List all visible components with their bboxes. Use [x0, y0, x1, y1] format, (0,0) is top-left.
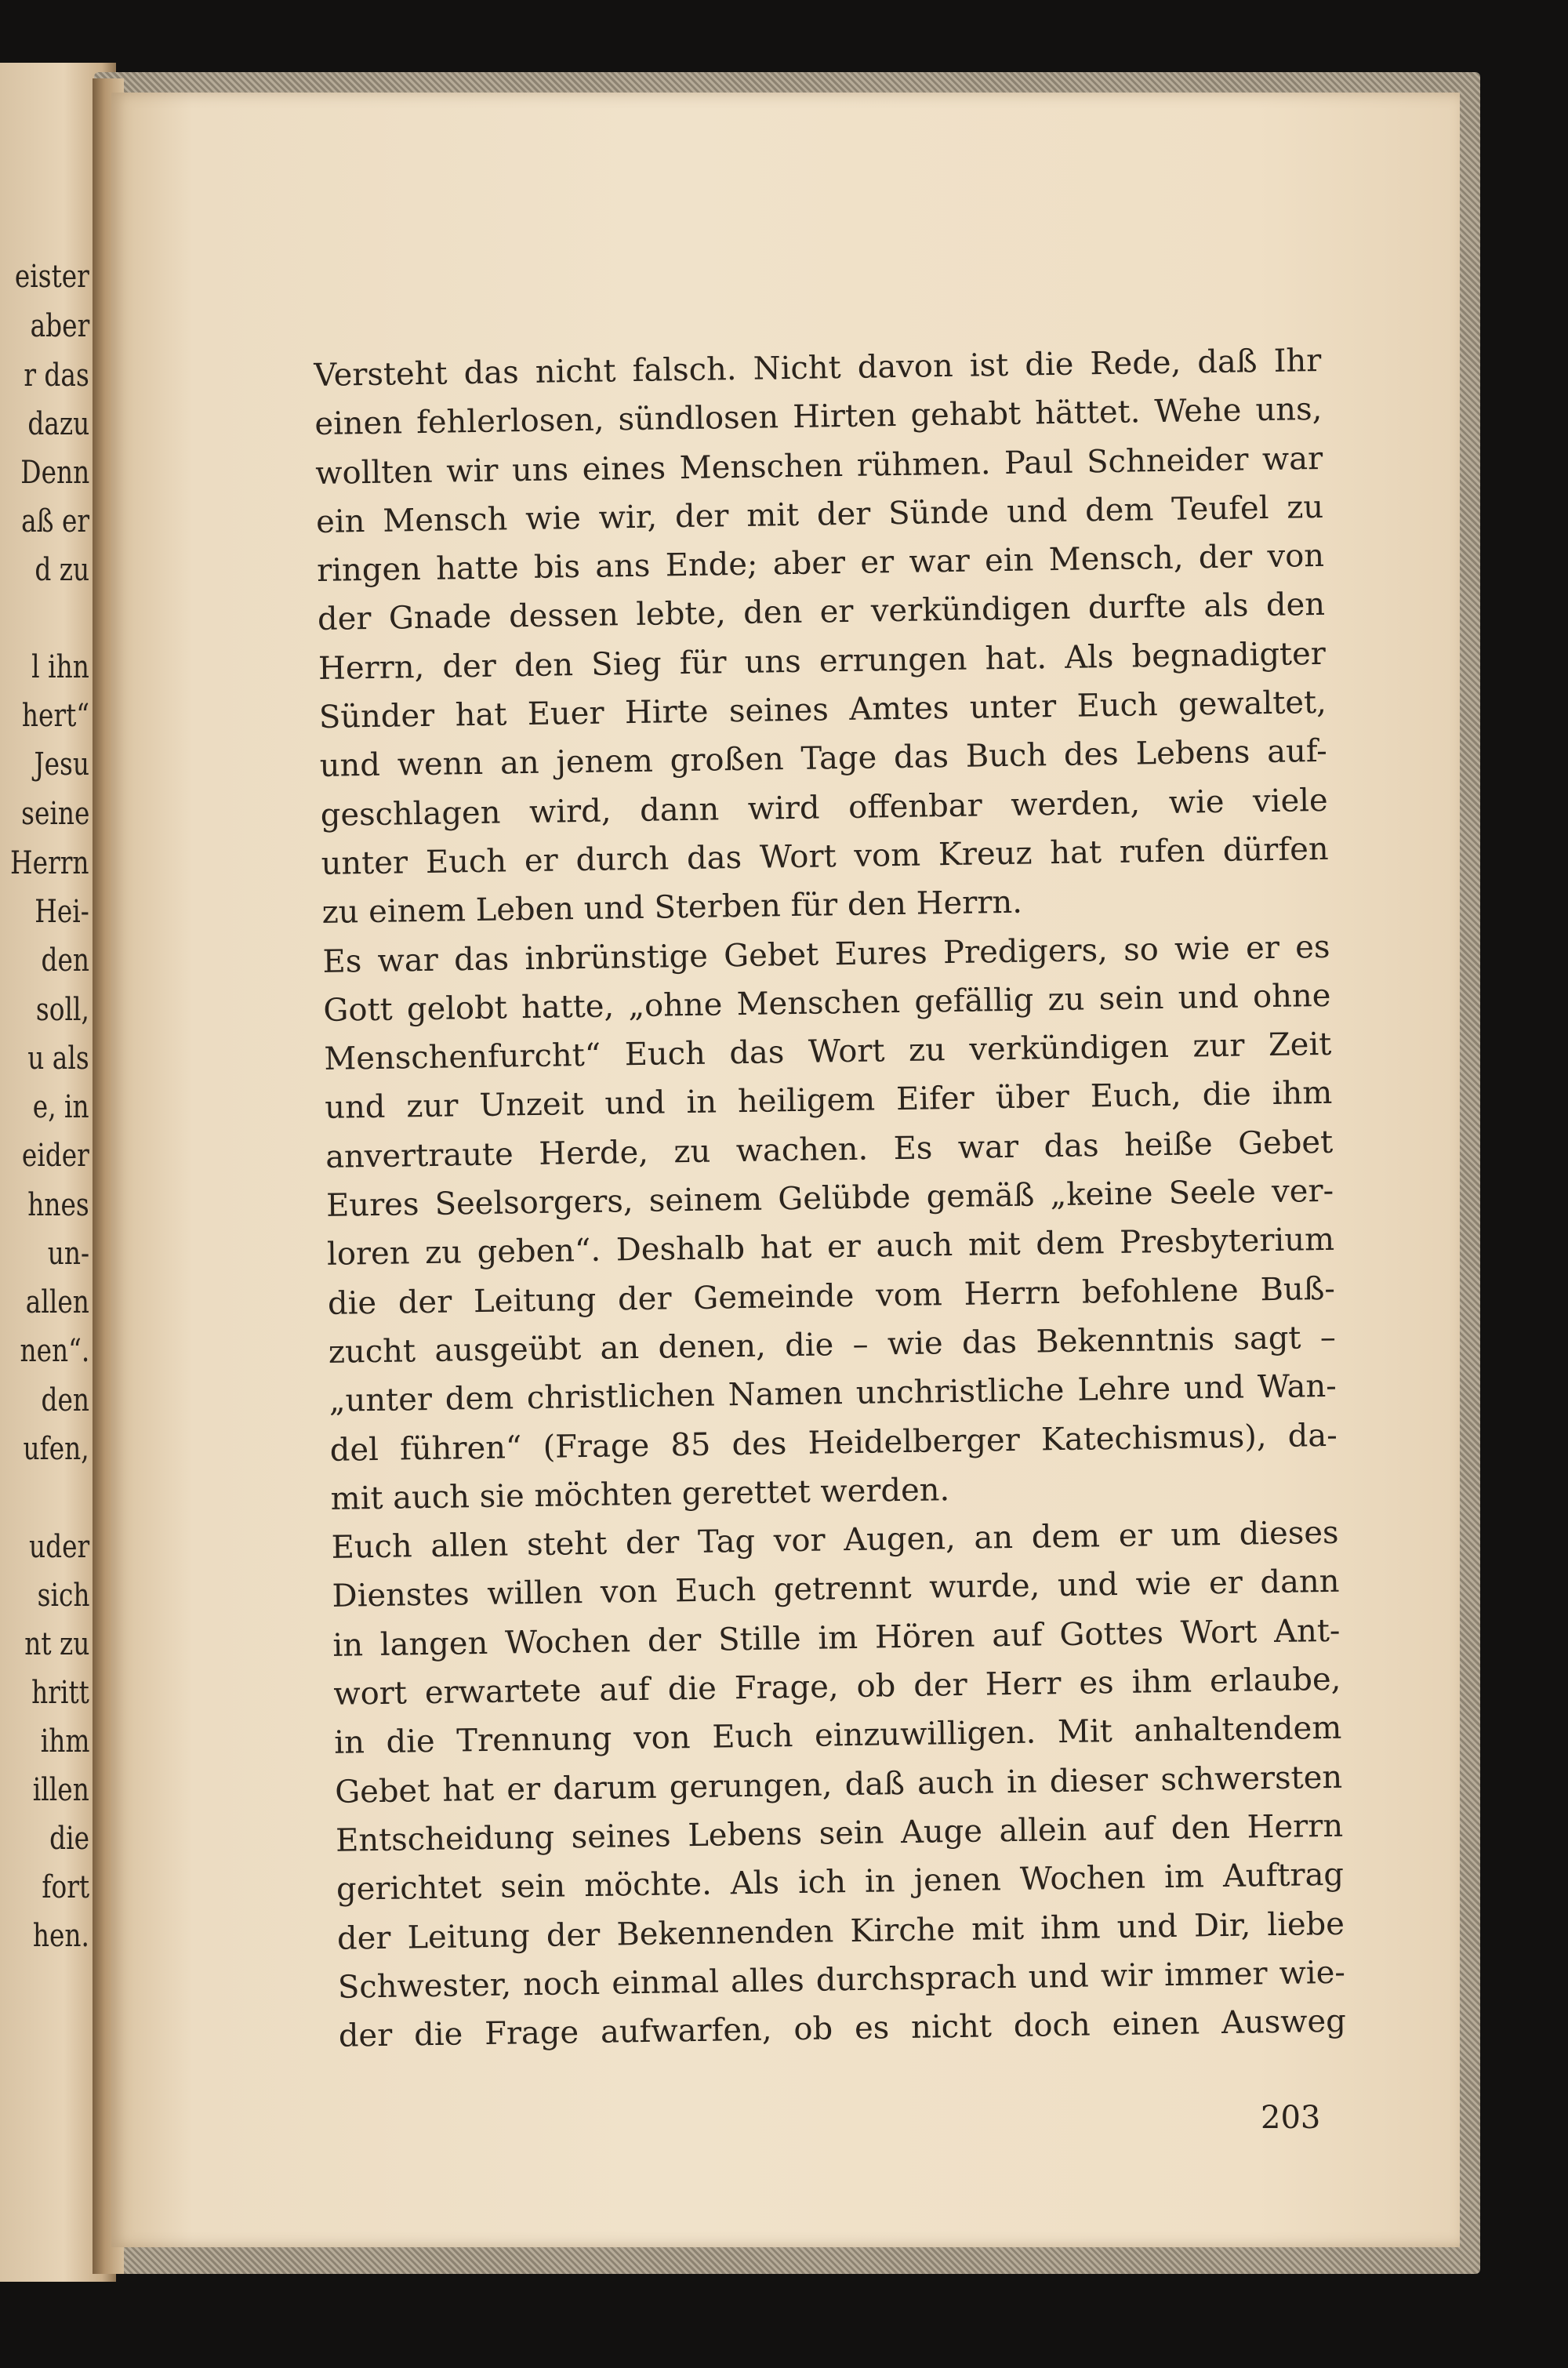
text-line: Es war das inbrünstige Gebet Eures Predigers, so wie er es [322, 928, 1330, 980]
left-page-fragment: dazu [27, 406, 89, 442]
left-page-fragment: eister [14, 259, 89, 295]
left-page-fragment: illen [32, 1772, 89, 1808]
left-page-fragment: fort [42, 1869, 89, 1905]
text-line: gerichtet sein möchte. Als ich in jenen Wochen im Auftrag [336, 1856, 1345, 1908]
text-line: Herrn, der den Sieg für uns errungen hat. Als begnadigter [318, 635, 1327, 687]
text-line: einen fehlerlosen, sündlosen Hirten gehabt hättet. Wehe uns, [314, 391, 1323, 443]
text-line: ringen hatte bis ans Ende; aber er war ein Mensch, der von [316, 538, 1325, 590]
text-line: Euch allen steht der Tag vor Augen, an dem er um dieses [331, 1514, 1339, 1566]
text-line: in die Trennung von Euch einzuwilligen. Mit anhaltendem [333, 1710, 1342, 1762]
text-line: ein Mensch wie wir, der mit der Sünde und dem Teufel zu [315, 488, 1324, 540]
text-line: del führen“ (Frage 85 des Heidelberger Katechismus), da- [329, 1417, 1338, 1469]
left-page-fragment: Denn [20, 455, 89, 491]
book-page [111, 93, 1460, 2247]
text-line: die der Leitung der Gemeinde vom Herrn befohlene Buß- [327, 1270, 1336, 1322]
left-page-fragment: Jesu [34, 746, 89, 783]
text-line: zucht ausgeübt an denen, die – wie das Bekenntnis sagt – [328, 1319, 1337, 1371]
left-page-fragment: uder [28, 1529, 89, 1565]
text-line: „unter dem christlichen Namen unchristliche Lehre und Wan- [328, 1368, 1338, 1420]
left-page-fragment: die [49, 1821, 89, 1857]
left-page-fragment: soll, [36, 992, 89, 1028]
left-page-fragment: r das [24, 358, 89, 394]
text-line: wollten wir uns eines Menschen rühmen. Paul Schneider war [314, 440, 1323, 492]
left-page-fragment: hen. [32, 1918, 89, 1954]
text-line: der die Frage aufwarfen, ob es nicht doch einen Ausweg [338, 2003, 1347, 2054]
text-line: und wenn an jenem großen Tage das Buch des Lebens auf- [319, 733, 1328, 785]
text-line: loren zu geben“. Deshalb hat er auch mit dem Presbyterium [326, 1222, 1335, 1273]
left-page-fragment: aß er [21, 503, 89, 539]
left-page-fragment: den [41, 1382, 89, 1418]
text-line: Schwester, noch einmal alles durchsprach und wir immer wie- [337, 1954, 1346, 2006]
left-page-fragment: Hei- [34, 894, 89, 930]
left-page-fragment: nen“. [20, 1333, 89, 1369]
text-line: Sünder hat Euer Hirte seines Amtes unter Euch gewaltet, [318, 684, 1327, 736]
text-line: der Gnade dessen lebte, den er verkündigen durfte als den [317, 587, 1326, 638]
text-line: in langen Wochen der Stille im Hören auf Gottes Wort Ant- [332, 1612, 1341, 1664]
text-line: wort erwartete auf die Frage, ob der Herr es ihm erlaube, [333, 1661, 1341, 1712]
left-page-fragment: hert“ [21, 698, 89, 734]
left-page-fragment: seine [20, 796, 89, 832]
left-page-fragment: d zu [34, 552, 89, 588]
text-line: Gebet hat er darum gerungen, daß auch in dieser schwersten [334, 1759, 1343, 1811]
left-page-fragment: den [41, 942, 89, 979]
left-page-fragment: un- [47, 1236, 89, 1272]
text-line: Entscheidung seines Lebens sein Auge allein auf den Herrn [335, 1807, 1344, 1859]
text-line: mit auch sie möchten gerettet werden. [330, 1471, 950, 1517]
text-line: geschlagen wird, dann wird offenbar werden, wie viele [320, 782, 1328, 834]
left-page-fragment: aber [30, 308, 89, 344]
body-text [314, 336, 1346, 2061]
left-page-fragment: ufen, [23, 1431, 89, 1467]
left-page-fragment: Herrn [10, 845, 89, 881]
left-page-fragment: nt zu [24, 1626, 89, 1662]
text-line: anvertraute Herde, zu wachen. Es war das heiße Gebet [325, 1124, 1334, 1175]
page-number: 203 [1261, 2100, 1321, 2136]
left-page-fragment: sich [37, 1578, 89, 1614]
left-page-fragment: hritt [31, 1675, 89, 1711]
left-page-fragment: ihm [40, 1723, 89, 1760]
left-page-fragment: eider [22, 1138, 89, 1174]
text-line: Dienstes willen von Euch getrennt wurde, und wie er dann [332, 1564, 1340, 1615]
text-line: der Leitung der Bekennenden Kirche mit ihm und Dir, liebe [336, 1905, 1345, 1957]
left-page-fragment: u als [27, 1041, 89, 1077]
text-line: Eures Seelsorgers, seinem Gelübde gemäß „keine Seele ver- [325, 1172, 1334, 1224]
text-line: unter Euch er durch das Wort vom Kreuz hat rufen dürfen [321, 830, 1329, 882]
text-line: und zur Unzeit und in heiligem Eifer über Euch, die ihm [324, 1075, 1333, 1127]
text-line: Versteht das nicht falsch. Nicht davon ist die Rede, daß Ihr [314, 342, 1322, 394]
text-line: Menschenfurcht“ Euch das Wort zu verkündigen zur Zeit [324, 1026, 1332, 1078]
text-line: zu einem Leben und Sterben für den Herrn. [321, 884, 1023, 932]
left-page-fragment: hnes [27, 1187, 89, 1223]
left-page-fragment: e, in [33, 1089, 89, 1125]
text-line: Gott gelobt hatte, „ohne Menschen gefällig zu sein und ohne [323, 977, 1331, 1029]
left-page-fragment: l ihn [31, 649, 89, 685]
left-page-fragment: allen [25, 1284, 89, 1320]
